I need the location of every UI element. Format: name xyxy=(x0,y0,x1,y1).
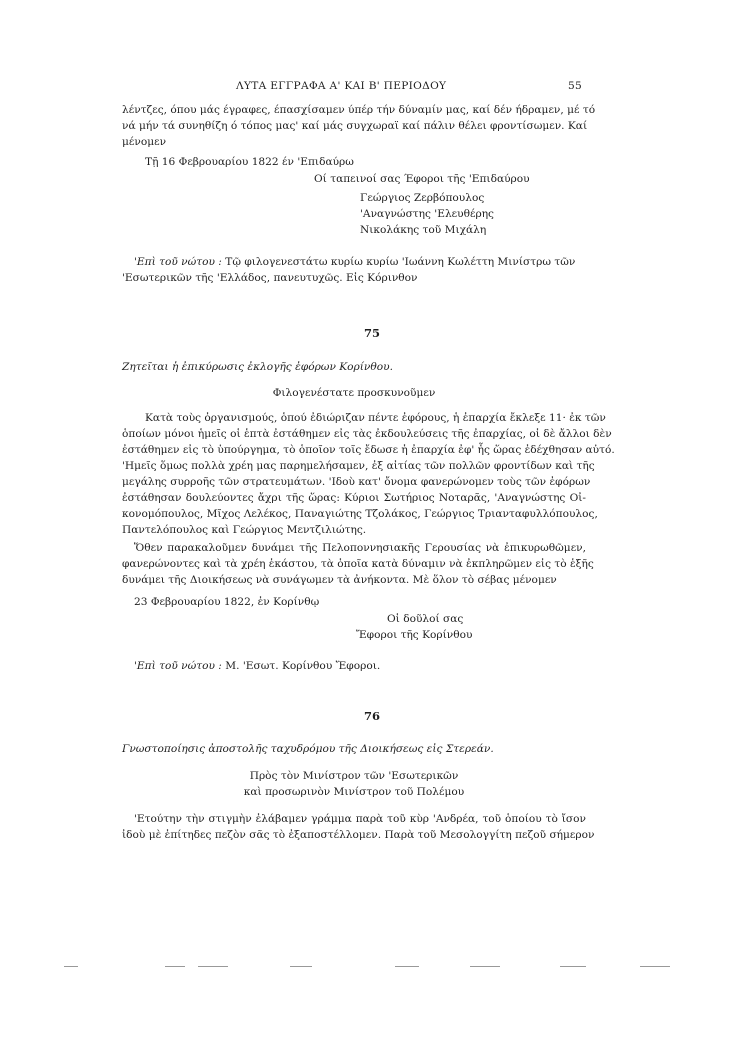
scan-mark xyxy=(64,966,78,967)
address-line: 'Εσωτερικῶν τῆς 'Ελλάδος, πανευτυχῶς. Εἰς Κόρινθον xyxy=(122,272,418,284)
address-label: 'Επὶ τοῦ νώτου : xyxy=(134,660,222,672)
body-line: κονομόπουλος, Μῖχος Λελέκος, Παναγιώτης Τζολάκος, Γεώργιος Τριανταφυλλόπουλος, xyxy=(122,508,598,520)
scan-mark xyxy=(470,966,500,967)
scan-mark xyxy=(640,966,670,967)
signatory: Νικολάκης τοῦ Μιχάλη xyxy=(360,224,487,236)
recipient-line: καὶ προσωρινὸν Μινίστρον τοῦ Πολέμου xyxy=(243,786,465,798)
closing-line: Οί ταπεινοί σας Έφοροι τῆς 'Επιδαύρου xyxy=(314,173,530,185)
body-line: ὁποίων μόνοι ἡμεῖς οἱ ἑπτὰ ἐστάθημεν εἰς τὰς ἐκδουλεύσεις τῆς ἐπαρχίας, οἱ δὲ ἄλλοι δὲν xyxy=(122,428,612,440)
date-line: 23 Φεβρουαρίου 1822, ἐν Κορίνθῳ xyxy=(134,596,320,608)
document-number: 76 xyxy=(363,709,380,723)
date-line: Τῇ 16 Φεβρουαρίου 1822 έν 'Επιδαύρω xyxy=(145,156,354,168)
body-line: μεγάλης συρροῆς τῶν στρατευμάτων. 'Ιδοὺ κατ' ὄνομα φανερώνομεν τοὺς τῶν ἐφόρων xyxy=(122,476,591,488)
address-text: Μ. 'Εσωτ. Κορίνθου Ἔφοροι. xyxy=(225,660,381,672)
signatory: 'Αναγνώστης 'Ελευθέρης xyxy=(360,208,494,220)
body-line: ἐστάθησαν δουλεύοντες ἄχρι τῆς ὥρας: Κύριοι Σωτήριος Νοταρᾶς, 'Αναγνώστης Οἰ- xyxy=(122,492,586,504)
scan-mark xyxy=(290,966,312,967)
document-number: 75 xyxy=(363,326,380,340)
closing-line: Οἱ δοῦλοί σας xyxy=(387,613,464,625)
body-line: Ὅθεν παρακαλοῦμεν δυνάμει τῆς Πελοποννησιακῆς Γερουσίας νὰ ἐπικυρωθῶμεν, xyxy=(134,542,586,554)
document-summary: Ζητεῖται ἡ ἐπικύρωσις ἐκλογῆς ἐφόρων Κορίνθου. xyxy=(122,361,393,373)
body-line: μένομεν xyxy=(122,136,167,148)
body-line: δυνάμει τῆς Διοικήσεως νὰ συνάγωμεν τὰ ἀνήκοντα. Μὲ ὅλον τὸ σέβας μένομεν xyxy=(122,574,557,586)
signatory: Γεώργιος Ζερβόπουλος xyxy=(360,192,485,204)
salutation: Φιλογενέστατε προσκυνοῦμεν xyxy=(272,387,436,399)
body-line: νά μήν τά συνηθίζη ό τόπος μας' καί μάς συγχωραϊ καί πάλιν θέλει φροντίσωμεν. Καί xyxy=(122,120,588,132)
body-line: 'Ημεῖς ὅμως πολλὰ χρέη μας παρημελήσαμεν, ἐξ αἰτίας τῶν πολλῶν φροντίδων καὶ τῆς xyxy=(122,460,595,472)
address-line xyxy=(134,255,586,269)
body-line: ἐστάθημεν εἰς τὸ ὑπούργημα, τὸ ὁποῖον τοῖς ἔδωσε ἡ ἐπαρχία ἐφ' ἧς ὥρας ἐδέχθησαν αὐτό. xyxy=(122,444,615,456)
body-line: Παντελόπουλος καὶ Γεώργιος Μεντζιλιώτης. xyxy=(122,524,367,536)
page-number: 55 xyxy=(568,80,583,92)
running-title: ΛΥΤΑ ΕΓΓΡΑΦΑ Α' ΚΑΙ Β' ΠΕΡΙΟΔΟΥ xyxy=(236,80,447,92)
closing-line: Ἔφοροι τῆς Κορίνθου xyxy=(356,629,473,641)
scan-mark xyxy=(165,966,185,967)
body-line: 'Ετούτην τὴν στιγμὴν ἐλάβαμεν γράμμα παρὰ τοῦ κὺρ 'Ανδρέα, τοῦ ὁποίου τὸ ἴσον xyxy=(134,813,586,825)
scan-mark xyxy=(395,966,419,967)
document-summary: Γνωστοποίησις ἀποστολῆς ταχυδρόμου τῆς Διοικήσεως εἰς Στερεάν. xyxy=(122,743,494,755)
body-line: φανερώνοντες καὶ τὰ χρέη ἑκάστου, τὰ ὁποῖα κατὰ δύναμιν νὰ ἐκπληρῶμεν εἰς τὸ ἑξῆς xyxy=(122,558,594,570)
recipient-line: Πρὸς τὸν Μινίστρον τῶν 'Εσωτερικῶν xyxy=(249,770,459,782)
body-line: λέντζες, όπου μάς έγραφες, έπασχίσαμεν ύπέρ τήν δύναμίν μας, καί δέν ήδραμεν, μέ τό xyxy=(122,104,596,116)
scan-mark xyxy=(198,966,228,967)
address-label: 'Επὶ τοῦ νώτου : xyxy=(134,256,222,268)
body-line: Κατὰ τοὺς ὀργανισμούς, ὁπού ἐδιώριζαν πέντε ἐφόρους, ἡ ἐπαρχία ἔκλεξε 11· ἐκ τῶν xyxy=(145,412,606,424)
scan-mark xyxy=(560,966,586,967)
address-text: Τῷ φιλογενεστάτω κυρίω κυρίω 'Ιωάννη Κωλέττη Μινίστρω τῶν xyxy=(225,256,576,268)
address-line xyxy=(134,659,598,673)
body-line: ἰδοὺ μὲ ἐπίτηδες πεζὸν σᾶς τὸ ἐξαποστέλλομεν. Παρὰ τοῦ Μεσολογγίτη πεζοῦ σήμερον xyxy=(122,829,595,841)
